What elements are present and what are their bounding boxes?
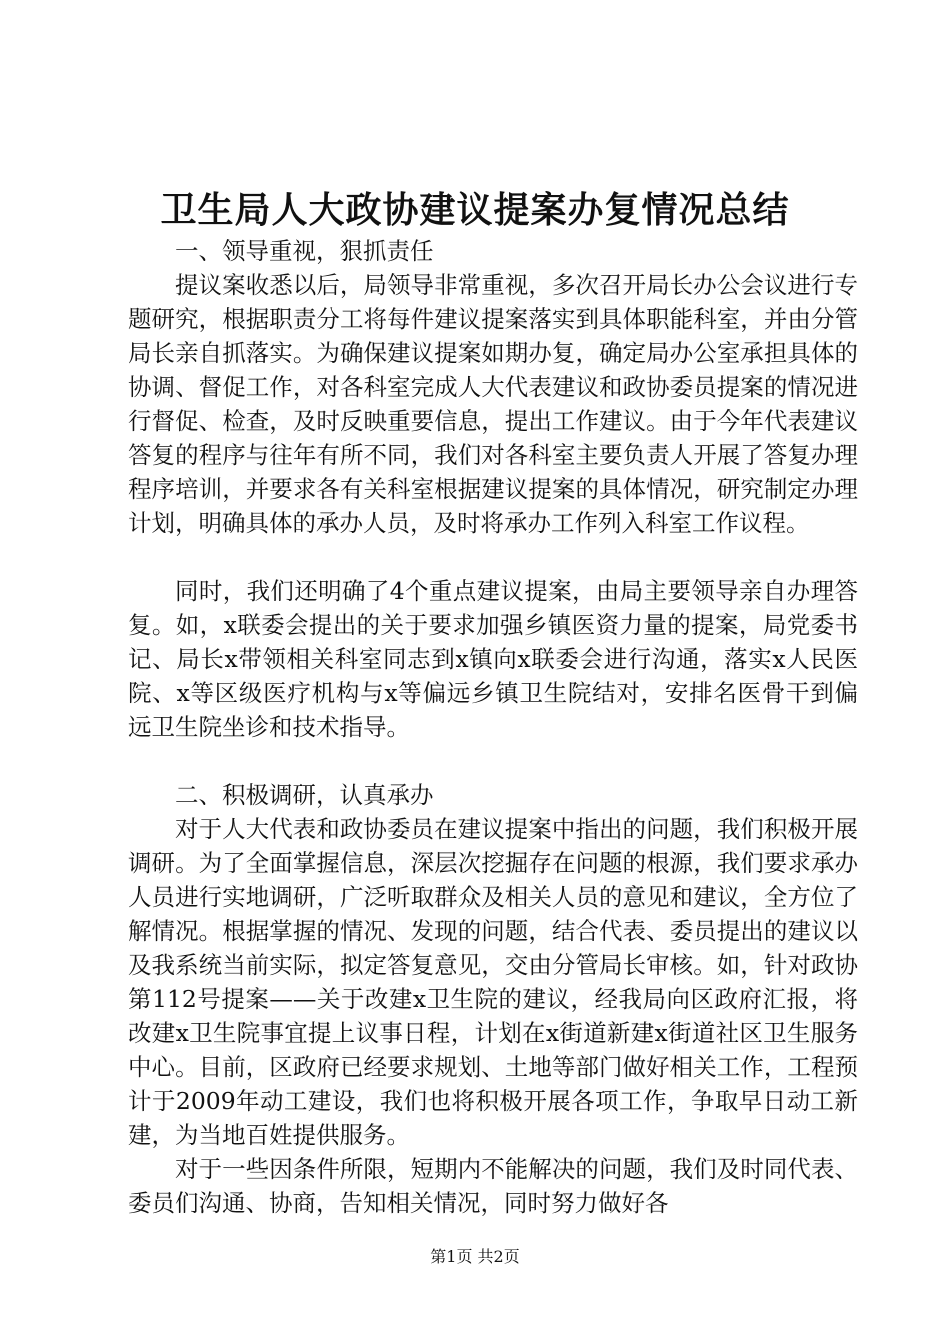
section-1-paragraph-2: 同时，我们还明确了4个重点建议提案，由局主要领导亲自办理答复。如，x联委会提出的关于要求加强乡镇医资力量的提案，局党委书记、局长x带领相关科室同志到x镇向x联委会进行沟通，落实x人民医院、x等区级医疗机构与x等偏远乡镇卫生院结对，安排名医骨干到偏远卫生院坐诊和技术指导。 [128,577,858,741]
section-1-heading: 一、领导重视，狠抓责任 [175,237,434,265]
section-2-paragraph-1: 对于人大代表和政协委员在建议提案中指出的问题，我们积极开展调研。为了全面掌握信息，深层次挖掘存在问题的根源，我们要求承办人员进行实地调研，广泛听取群众及相关人员的意见和建议，全方位了解情况。根据掌握的情况、发现的问题，结合代表、委员提出的建议以及我系统当前实际，拟定答复意见，交由分管局长审核。如，针对政协第112号提案——关于改建x卫生院的建议，经我局向区政府汇报，将改建x卫生院事宜提上议事日程，计划在x街道新建x街道社区卫生服务中心。目前，区政府已经要求规划、土地等部门做好相关工作，工程预计于2009年动工建设，我们也将积极开展各项工作，争取早日动工新建，为当地百姓提供服务。 [128,815,858,1149]
document-body [128,234,858,1220]
section-2-heading: 二、积极调研，认真承办 [175,781,434,809]
page-number-footer: 第1页 共2页 [430,1247,520,1266]
section-2-paragraph-2: 对于一些因条件所限，短期内不能解决的问题，我们及时同代表、委员们沟通、协商，告知相关情况，同时努力做好各 [128,1155,858,1217]
section-1-paragraph-1: 提议案收悉以后，局领导非常重视，多次召开局长办公会议进行专题研究，根据职责分工将每件建议提案落实到具体职能科室，并由分管局长亲自抓落实。为确保建议提案如期办复，确定局办公室承担具体的协调、督促工作，对各科室完成人大代表建议和政协委员提案的情况进行督促、检查，及时反映重要信息，提出工作建议。由于今年代表建议答复的程序与往年有所不同，我们对各科室主要负责人开展了答复办理程序培训，并要求各有关科室根据建议提案的具体情况，研究制定办理计划，明确具体的承办人员，及时将承办工作列入科室工作议程。 [128,271,858,537]
document-title: 卫生局人大政协建议提案办复情况总结 [160,189,790,231]
paragraph-gap [128,540,858,574]
paragraph-gap [128,744,858,778]
